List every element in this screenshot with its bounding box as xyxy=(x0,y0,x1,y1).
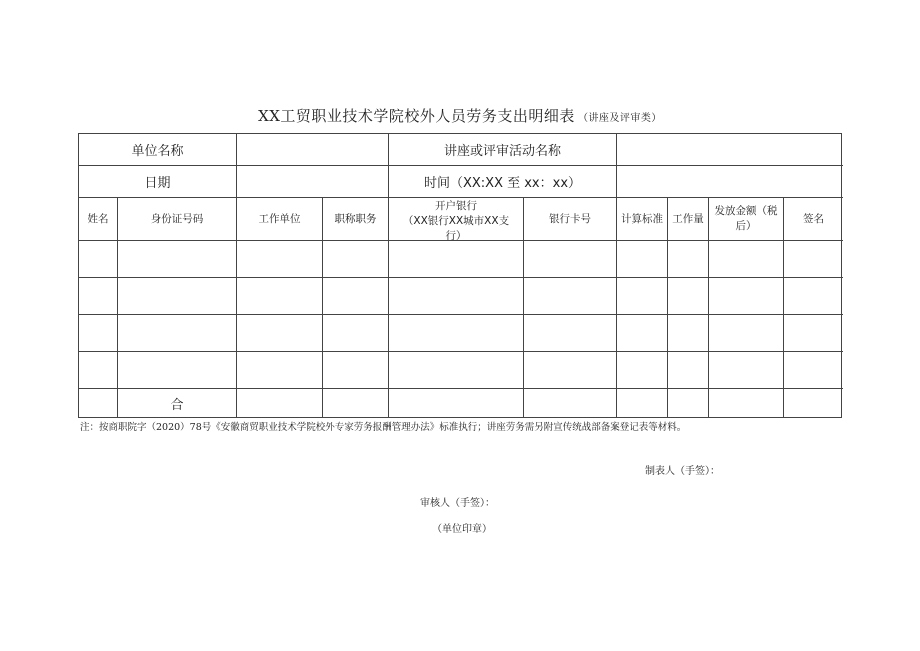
table-cell-bank[interactable] xyxy=(389,352,524,389)
table-cell-bank[interactable] xyxy=(389,315,524,352)
table-cell-title-position[interactable] xyxy=(323,352,389,389)
table-cell-signature[interactable] xyxy=(784,278,843,315)
table-cell-signature[interactable] xyxy=(784,352,843,389)
table-cell-calc-standard[interactable] xyxy=(617,278,668,315)
table-cell-bank-card[interactable] xyxy=(524,315,617,352)
table-cell-amount[interactable] xyxy=(709,241,784,278)
col-header-bank-card: 银行卡号 xyxy=(524,198,617,241)
date-value[interactable] xyxy=(237,166,389,198)
table-cell-amount[interactable] xyxy=(709,315,784,352)
total-label: 合 xyxy=(118,389,237,417)
table-cell-workload[interactable] xyxy=(668,278,709,315)
table-cell-title-position[interactable] xyxy=(323,278,389,315)
total-row-cell[interactable] xyxy=(617,389,668,417)
time-label: 时间（XX:XX 至 xx：xx） xyxy=(389,166,617,198)
title-text: XX工贸职业技术学院校外人员劳务支出明细表 xyxy=(258,107,575,125)
table-cell-signature[interactable] xyxy=(784,315,843,352)
unit-name-value[interactable] xyxy=(237,134,389,166)
table-cell-bank[interactable] xyxy=(389,278,524,315)
table-cell-id-number[interactable] xyxy=(118,241,237,278)
total-row-cell[interactable] xyxy=(237,389,323,417)
table-cell-amount[interactable] xyxy=(709,278,784,315)
table-cell-bank[interactable] xyxy=(389,241,524,278)
unit-name-label: 单位名称 xyxy=(79,134,237,166)
reviewed-by-label: 审核人（手签）： xyxy=(420,498,495,509)
bank-detail: （XX银行XX城市XX支行） xyxy=(402,215,510,241)
bank-title: 开户银行 xyxy=(435,200,477,212)
prepared-by-label: 制表人（手签）： xyxy=(645,466,720,477)
table-cell-name[interactable] xyxy=(79,278,118,315)
table-cell-bank-card[interactable] xyxy=(524,241,617,278)
table-cell-bank-card[interactable] xyxy=(524,278,617,315)
col-header-name: 姓名 xyxy=(79,198,118,241)
table-cell-name[interactable] xyxy=(79,352,118,389)
table-cell-name[interactable] xyxy=(79,315,118,352)
activity-name-value[interactable] xyxy=(617,134,843,166)
col-header-id-number: 身份证号码 xyxy=(118,198,237,241)
col-header-amount: 发放金额（税后） xyxy=(709,198,784,241)
title-subtitle: （讲座及评审类） xyxy=(577,113,662,124)
col-header-work-unit: 工作单位 xyxy=(237,198,323,241)
footnote: 注：按商职院字（2020）78号《安徽商贸职业技术学院校外专家劳务报酬管理办法》标准执行；讲座劳务需另附宣传统战部备案登记表等材料。 xyxy=(80,422,687,433)
table-cell-work-unit[interactable] xyxy=(237,241,323,278)
activity-name-label: 讲座或评审活动名称 xyxy=(389,134,617,166)
unit-seal-label: （单位印章） xyxy=(432,524,492,535)
table-cell-id-number[interactable] xyxy=(118,278,237,315)
total-row-cell[interactable] xyxy=(323,389,389,417)
table-cell-workload[interactable] xyxy=(668,315,709,352)
col-header-calc-standard: 计算标准 xyxy=(617,198,668,241)
total-row-cell[interactable] xyxy=(524,389,617,417)
table-cell-calc-standard[interactable] xyxy=(617,352,668,389)
table-cell-name[interactable] xyxy=(79,241,118,278)
table-cell-work-unit[interactable] xyxy=(237,315,323,352)
table-cell-work-unit[interactable] xyxy=(237,278,323,315)
table-cell-title-position[interactable] xyxy=(323,315,389,352)
total-row-cell[interactable] xyxy=(79,389,118,417)
date-label: 日期 xyxy=(79,166,237,198)
table-cell-work-unit[interactable] xyxy=(237,352,323,389)
time-value[interactable] xyxy=(617,166,843,198)
total-row-cell[interactable] xyxy=(389,389,524,417)
table-cell-workload[interactable] xyxy=(668,352,709,389)
total-row-cell[interactable] xyxy=(784,389,843,417)
table-cell-amount[interactable] xyxy=(709,352,784,389)
col-header-bank xyxy=(389,198,524,241)
expense-table xyxy=(78,133,842,418)
total-row-cell[interactable] xyxy=(668,389,709,417)
table-cell-title-position[interactable] xyxy=(323,241,389,278)
col-header-title-position: 职称职务 xyxy=(323,198,389,241)
table-cell-id-number[interactable] xyxy=(118,315,237,352)
table-cell-calc-standard[interactable] xyxy=(617,241,668,278)
table-cell-id-number[interactable] xyxy=(118,352,237,389)
total-row-cell[interactable] xyxy=(709,389,784,417)
col-header-signature: 签名 xyxy=(784,198,843,241)
table-cell-calc-standard[interactable] xyxy=(617,315,668,352)
table-cell-bank-card[interactable] xyxy=(524,352,617,389)
form-title xyxy=(0,105,920,126)
table-cell-workload[interactable] xyxy=(668,241,709,278)
col-header-workload: 工作量 xyxy=(668,198,709,241)
table-cell-signature[interactable] xyxy=(784,241,843,278)
